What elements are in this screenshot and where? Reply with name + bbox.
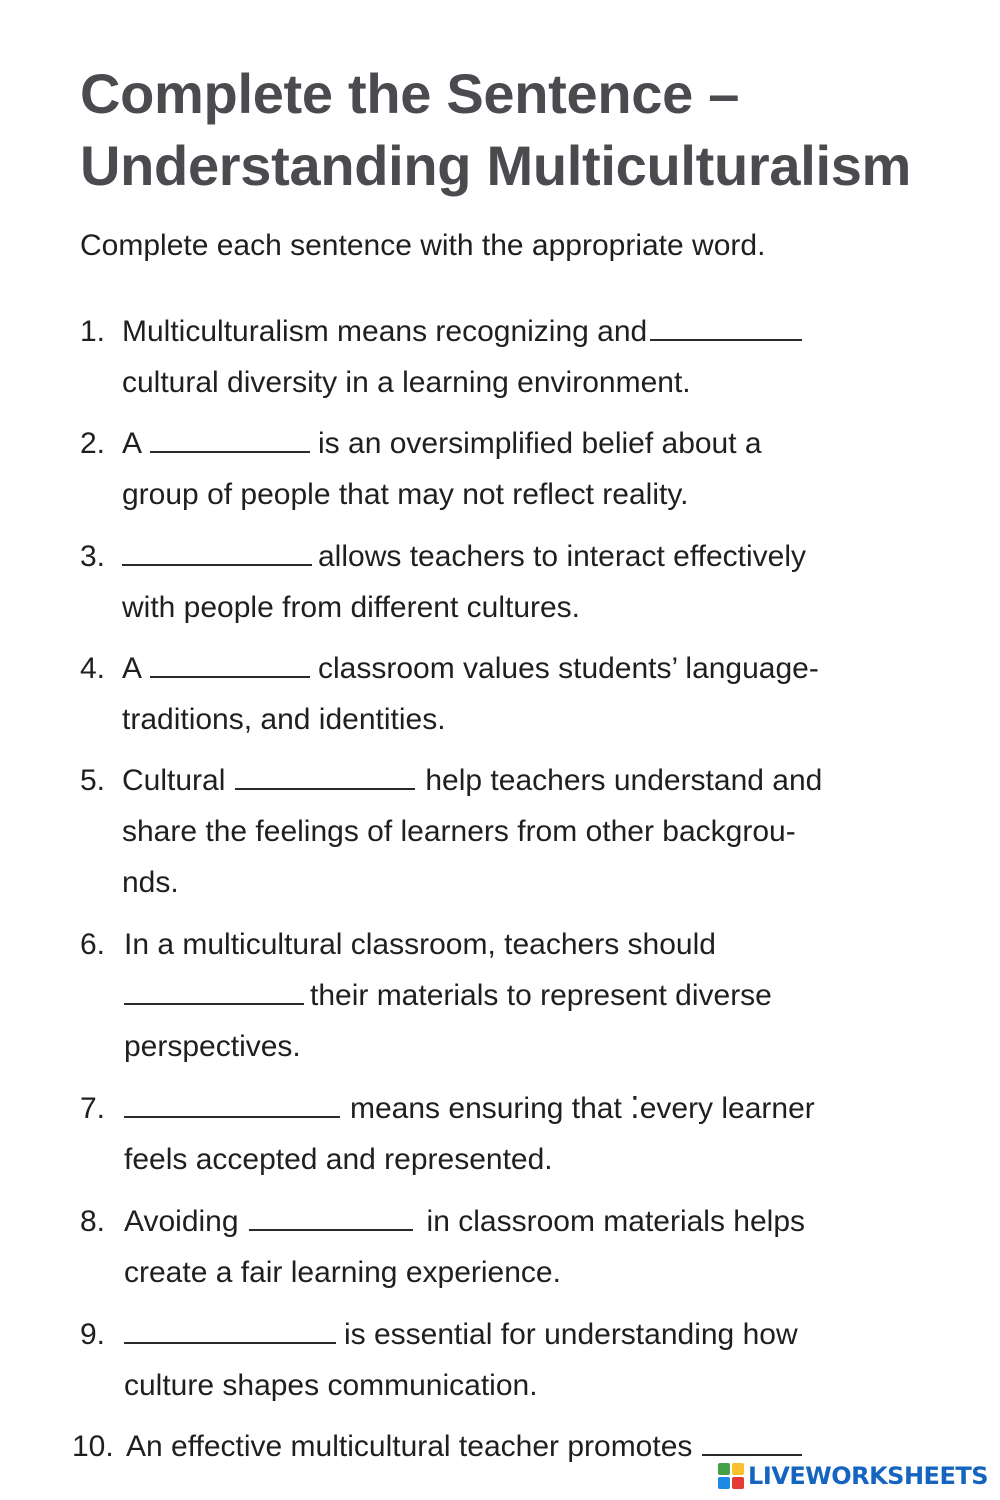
question-text-after: means ensuring that ⁚every learner [350, 1092, 815, 1125]
question-text-before: A [122, 652, 143, 685]
question-text-line-3: nds. [122, 866, 179, 899]
question-text-after: allows teachers to interact effectively [318, 540, 807, 573]
title-line-2: Understanding Multiculturalism [80, 134, 912, 197]
question-text-before: Cultural [122, 764, 226, 797]
question-text-after: is an oversimplified belief about a [318, 427, 762, 460]
question-text-line-2: cultural diversity in a learning environment. [122, 366, 691, 399]
question-number: 6. [80, 928, 106, 961]
question-text-before: In a multicultural classroom, teachers should [124, 928, 716, 961]
question-text-before: A [122, 427, 143, 460]
question-number: 8. [80, 1205, 106, 1238]
question-text-line-2: with people from different cultures. [122, 591, 581, 624]
answer-blank[interactable] [702, 1454, 802, 1456]
question-number: 7. [80, 1092, 106, 1125]
liveworksheets-watermark [718, 1460, 988, 1492]
answer-blank[interactable] [124, 1342, 336, 1344]
watermark-text: LIVEWORKSHEETS [748, 1462, 988, 1490]
question-text-before: Multiculturalism means recognizing and [122, 315, 648, 348]
answer-blank[interactable] [650, 339, 802, 341]
question-number: 4. [80, 652, 106, 685]
page-title [80, 58, 980, 202]
answer-blank[interactable] [249, 1229, 413, 1231]
question-text-after: help teachers understand and [425, 764, 823, 797]
question-text-line-2: create a fair learning experience. [124, 1256, 561, 1289]
question-text-after: their materials to represent diverse [310, 979, 772, 1012]
liveworksheets-logo-icon [718, 1463, 744, 1489]
question-text-before: An effective multicultural teacher promotes [126, 1430, 693, 1463]
question-text-after: is essential for understanding how [344, 1318, 798, 1351]
question-text-before: Avoiding [124, 1205, 239, 1238]
question-number: 3. [80, 540, 106, 573]
question-number: 1. [80, 315, 106, 348]
question-number: 5. [80, 764, 106, 797]
question-text-line-2: share the feelings of learners from other backgrou- [122, 815, 796, 848]
question-text-after: in classroom materials helps [426, 1205, 806, 1238]
question-text-line-2: feels accepted and represented. [124, 1143, 553, 1176]
answer-blank[interactable] [150, 451, 310, 453]
answer-blank[interactable] [122, 564, 312, 566]
answer-blank[interactable] [124, 1116, 340, 1118]
question-text-line-2: traditions, and identities. [122, 703, 446, 736]
question-text-line-2: group of people that may not reflect reality. [122, 478, 689, 511]
question-text-after: classroom values students’ language- [318, 652, 819, 685]
question-number: 10. [72, 1430, 114, 1463]
answer-blank[interactable] [124, 1003, 304, 1005]
question-number: 2. [80, 427, 106, 460]
question-text-line-2: culture shapes communication. [124, 1369, 538, 1402]
question-number: 9. [80, 1318, 106, 1351]
title-line-1: Complete the Sentence – [80, 62, 740, 125]
answer-blank[interactable] [235, 788, 415, 790]
question-text-line-3: perspectives. [124, 1030, 301, 1063]
instructions: Complete each sentence with the appropriate word. [80, 229, 766, 262]
answer-blank[interactable] [150, 676, 310, 678]
